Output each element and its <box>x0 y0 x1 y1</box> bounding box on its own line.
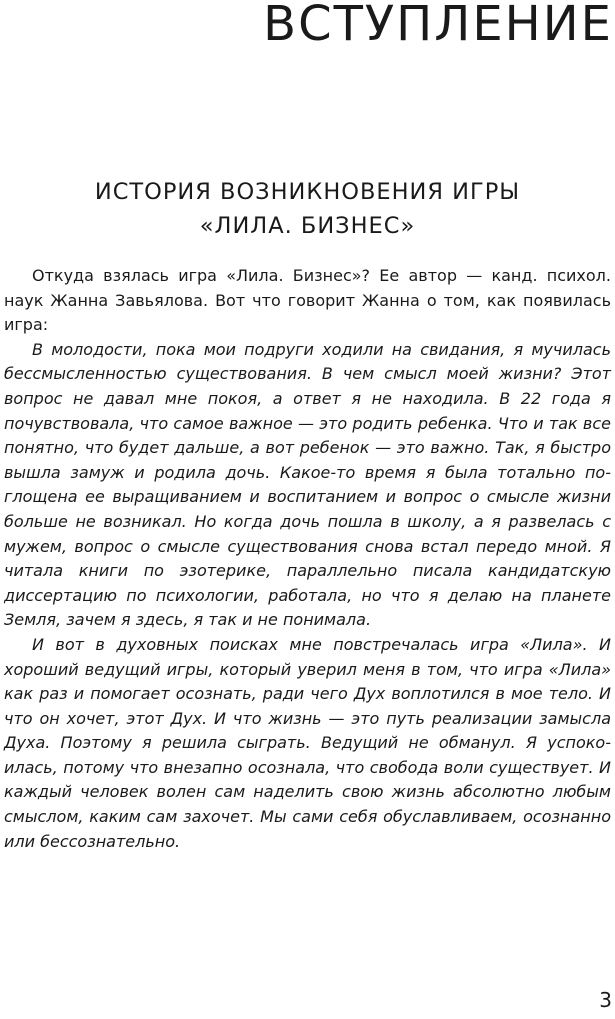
section-heading-line-2: «ЛИЛА. БИЗНЕС» <box>199 213 416 239</box>
page-number: 3 <box>599 988 612 1012</box>
intro-paragraph: Откуда взялась игра «Лила. Бизнес»? Ее автор — канд. психол. наук Жанна Завьялова. Вот что говорит Жанна о том, как появилась игра: <box>4 266 611 335</box>
chapter-title: ВСТУПЛЕНИЕ <box>263 0 613 52</box>
quote-paragraph-1: В молодости, пока мои подруги ходили на свидания, я мучилась бессмысленностью существования. В чем смысл моей жизни? Этот вопрос не давал мне покоя, а ответ я не находила. В 22 года я почувствовала, что самое важное — это родить ребенка. Что и так все понятно, что будет дальше, а вот ребенок — это важно. Так, я быстро вышла замуж и родила дочь. Какое-то время я была тотально поглощена ее выращиванием и воспитанием и вопрос о смысле жизни больше не возникал. Но когда дочь пошла в школу, а я развелась с мужем, вопрос о смысле существования снова встал передо мной. Я читала книги по эзотерике, параллельно писала кандидатскую диссертацию по психологии, работала, но что я делаю на планете Земля, зачем я здесь, я так и не понимала. <box>4 339 611 630</box>
section-heading-line-1: ИСТОРИЯ ВОЗНИКНОВЕНИЯ ИГРЫ <box>94 179 521 205</box>
quote-paragraph-2: И вот в духовных поисках мне повстречалась игра «Лила». И хороший ведущий игры, который уверил меня в том, что игра «Лила» как раз и помогает осознать, ради чего Дух воплотился в мое тело. И что он хочет, этот Дух. И что жизнь — это путь реализации замысла Духа. Поэтому я решила сыграть. Ведущий не обманул. Я успокоилась, потому что внезапно осознала, что свобода воли существует. И каждый человек волен сам наделить свою жизнь абсолютно любым смыслом, каким сам захочет. Мы сами себя обуславливаем, осознанно или бессознательно. <box>4 634 611 851</box>
body-text <box>4 264 611 854</box>
section-heading <box>0 175 615 243</box>
